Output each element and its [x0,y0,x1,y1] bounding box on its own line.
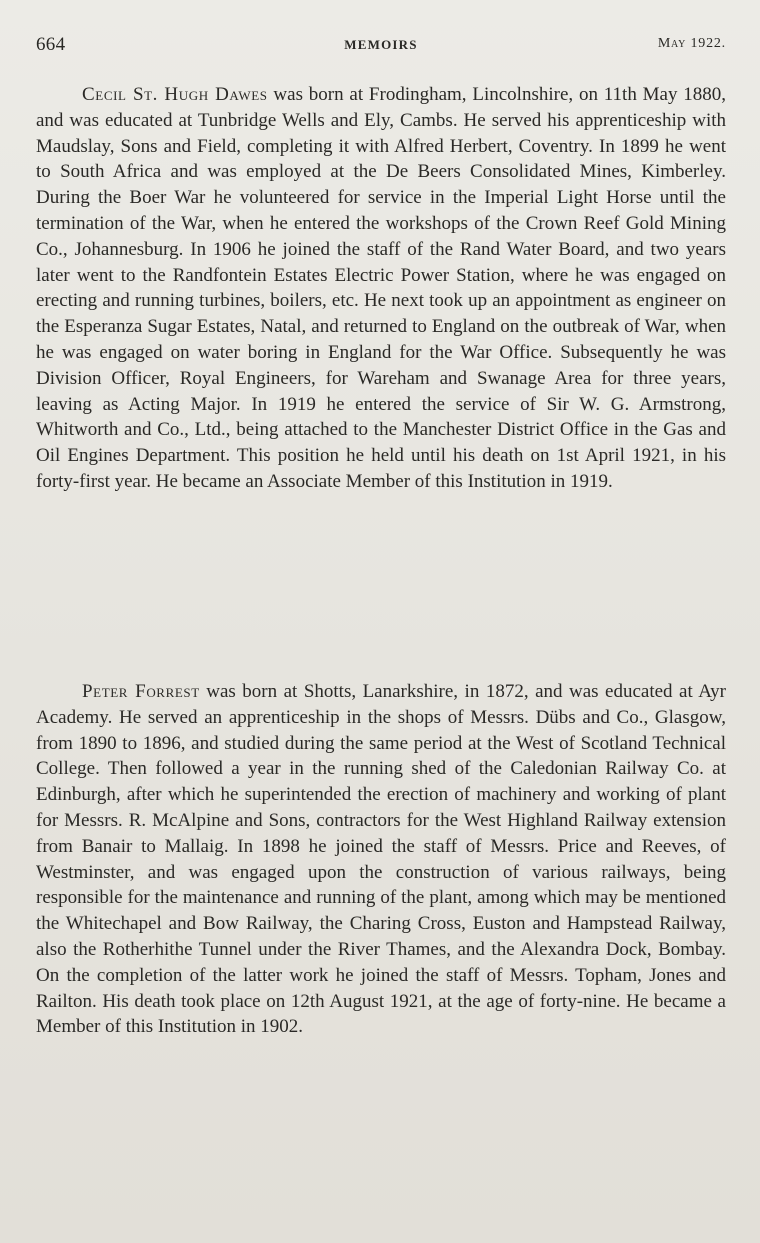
memoir-body-text: was born at Shotts, Lanarkshire, in 1872, and was educated at Ayr Academy. He served an apprenticeship in the shops of Messrs. Dübs and Co., Glasgow, from 1890 to 1896, and studied during the same period at the West of Scotland Technical College. Then followed a year in the running shed of the Caledonian Railway Co. at Edinburgh, after which he superintended the erection of machinery and working of plant for Messrs. R. McAlpine and Sons, contractors for the West Highland Railway extension from Banair to Mallaig. In 1898 he joined the staff of Messrs. Price and Reeves, of Westminster, and was engaged upon the construction of various railways, being responsible for the maintenance and running of the plant, among which may be mentioned the Whitechapel and Bow Railway, the Charing Cross, Euston and Hampstead Railway, also the Rotherhithe Tunnel under the River Thames, and the Alexandra Dock, Bombay. On the completion of the latter work he joined the staff of Messrs. Topham, Jones and Railton. His death took place on 12th August 1921, at the age of forty-nine. He became a Member of this Institution in 1902. [36,681,726,1038]
memoir-subject-name: Peter Forrest [82,681,200,702]
issue-date: May 1922. [657,36,726,51]
memoir-forrest [36,679,726,1040]
memoir-paragraph [36,82,726,495]
memoir-body-text: was born at Frodingham, Lincolnshire, on 11th May 1880, and was educated at Tunbridge Wells and Ely, Cambs. He served his apprenticeship with Maudslay, Sons and Field, completing it with Alfred Herbert, Coventry. In 1899 he went to South Africa and was employed at the De Beers Consolidated Mines, Kimberley. During the Boer War he volunteered for service in the Imperial Light Horse until the termination of the War, when he entered the workshops of the Crown Reef Gold Mining Co., Johannesburg. In 1906 he joined the staff of the Rand Water Board, and two years later went to the Randfontein Estates Electric Power Station, where he was engaged on erecting and running turbines, boilers, etc. He next took up an appointment as engineer on the Esperanza Sugar Estates, Natal, and returned to England on the outbreak of War, when he was engaged on water boring in England for the War Office. Subsequently he was Division Officer, Royal Engineers, for Wareham and Swanage Area for three years, leaving as Acting Major. In 1919 he entered the service of Sir W. G. Armstrong, Whitworth and Co., Ltd., being attached to the Manchester District Office in the Gas and Oil Engines Department. This position he held until his death on 1st April 1921, in his forty-first year. He became an Associate Member of this Institution in 1919. [36,84,726,492]
page-header [36,34,726,60]
memoir-dawes [36,82,726,495]
memoir-paragraph [36,679,726,1040]
page-number: 664 [36,34,66,55]
memoir-subject-name: Cecil St. Hugh Dawes [82,84,268,105]
running-title: MEMOIRS [344,37,418,52]
